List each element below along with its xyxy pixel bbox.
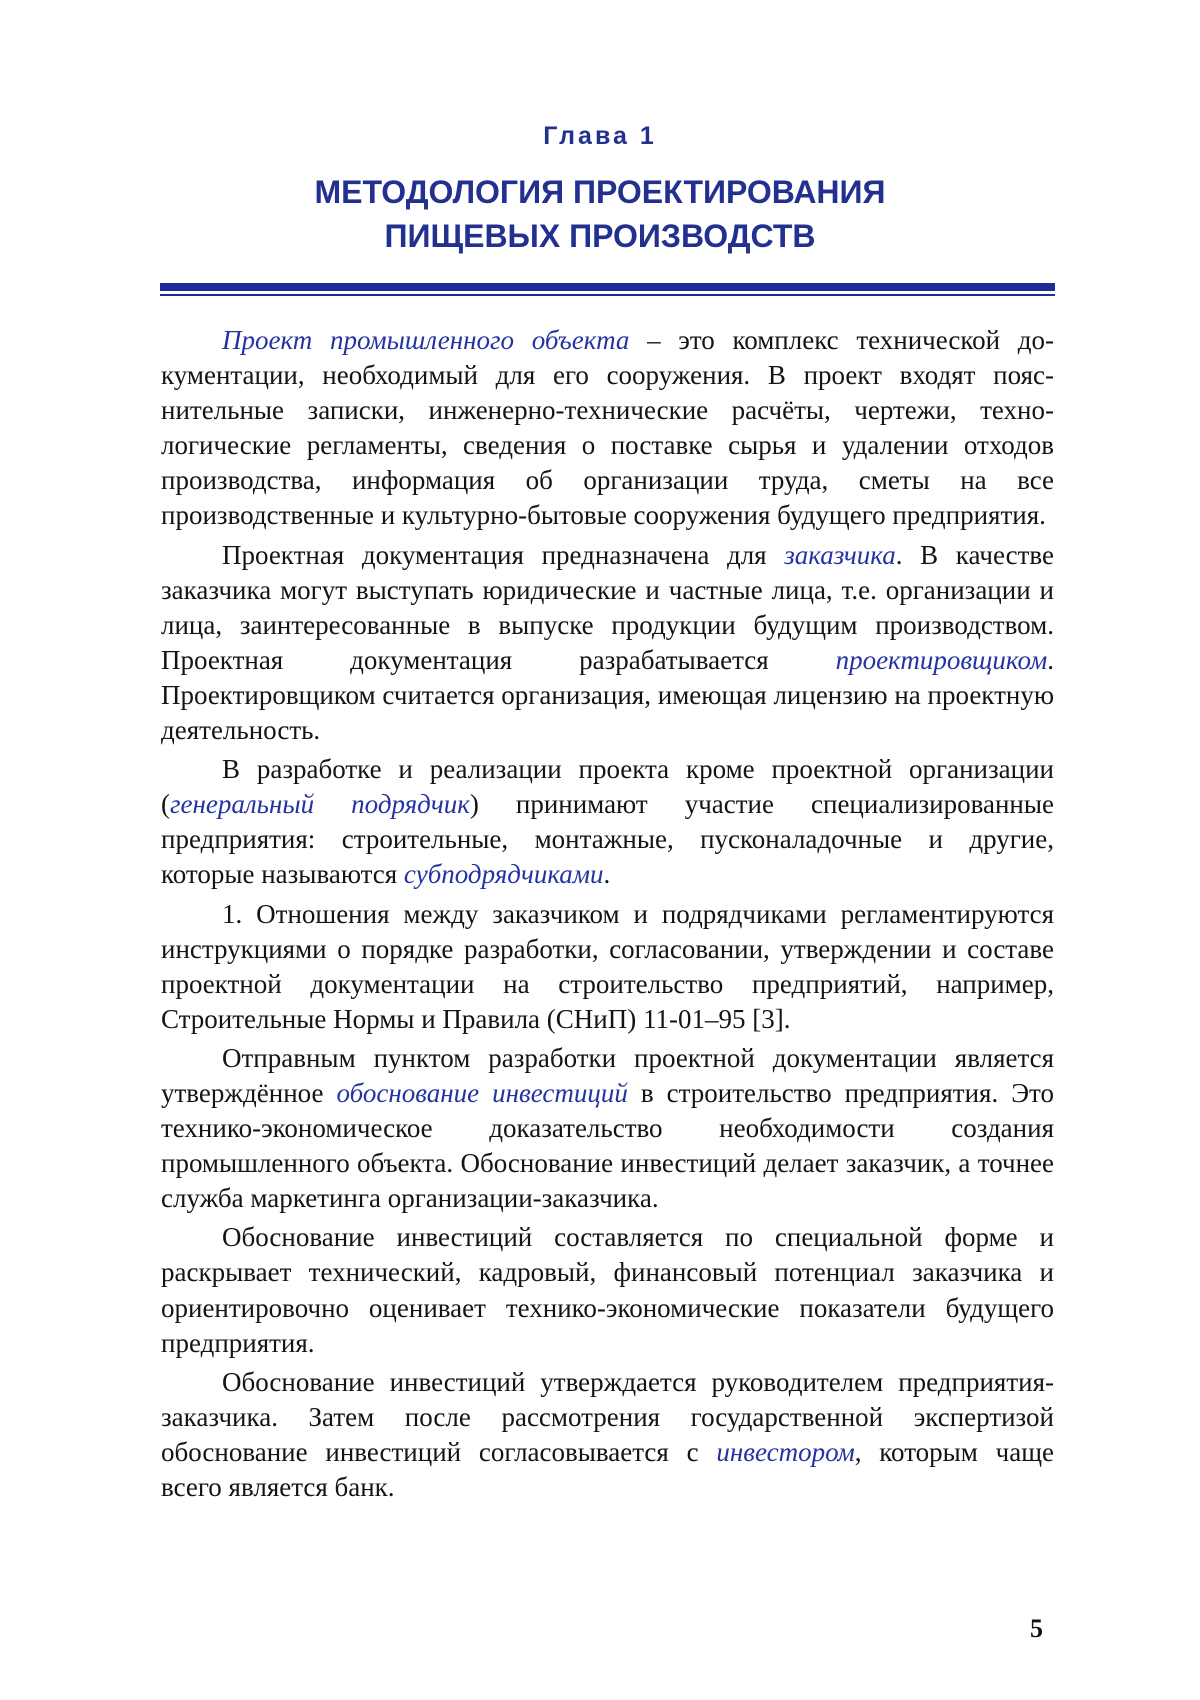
term-subcontractors: субподрядчиками	[403, 859, 604, 890]
paragraph-approval	[161, 1365, 1054, 1505]
paragraph-investment-justification	[161, 1041, 1054, 1216]
term-investor: инвестором	[716, 1436, 855, 1467]
paragraph-text: Проектная документация предназначена для	[222, 539, 785, 570]
term-investment-justification: обоснование инвестиций	[336, 1077, 628, 1108]
paragraph-contractors	[161, 752, 1054, 892]
paragraph-text: – это комплекс технической документации, необходимый для его сооружения. В проект входят пояснительные записки, инженерно-технические расчёты, чертежи, технологические регламенты, сведения о поставке сырья и удалении отходов производства, информация об организации труда, сметы на все производственные и культурно-бытовые сооружения будущего предприятия.	[161, 325, 1054, 531]
title-divider-thick	[160, 283, 1055, 291]
chapter-title	[0, 170, 1200, 258]
paragraph-justification-form	[161, 1220, 1054, 1360]
term-designer: проектировщиком	[835, 644, 1048, 675]
paragraph-text: В разработке и реализации проекта кроме проектной организации (	[161, 754, 1054, 820]
chapter-title-line-1: МЕТОДОЛОГИЯ ПРОЕКТИРОВАНИЯ	[314, 174, 886, 210]
term-general-contractor: генеральный подрядчик	[170, 789, 470, 820]
paragraph-text: Отправным пунктом разработки проектной документации является утверждённое	[161, 1042, 1054, 1108]
page-number: 5	[1030, 1614, 1043, 1643]
paragraph-text: . В качестве заказчика могут выступать юридические и частные лица, т.е. организации и лица, заинтересованные в выпуске продукции будущим производством. Проектная документация разрабатывается	[161, 539, 1054, 675]
title-divider-thin	[160, 294, 1055, 296]
paragraph-regulations	[161, 897, 1054, 1037]
paragraph-text: . Проектировщиком считается организация, имеющая лицензию на проектную деятельность.	[161, 644, 1054, 746]
paragraph-text: Обоснование инвестиций составляется по специальной форме и раскрывает технический, кадровый, финансовый потенциал заказчика и ориентировочно оценивает технико-экономические показатели будущего предприятия.	[161, 1222, 1054, 1358]
term-customer: заказчика	[784, 539, 896, 570]
chapter-label: Глава 1	[543, 122, 657, 150]
paragraph-text: 1. Отношения между заказчиком и подрядчиками регламентируются инструкциями о порядке разработки, согласовании, утверждении и составе проектной документации на строительство предприятий, например, Строительные Нормы и Правила (СНиП) 11-01–95 [3].	[161, 898, 1054, 1034]
paragraph-text: .	[603, 859, 611, 890]
paragraph-text: ) принимают участие специализированные предприятия: строительные, монтажные, пусконаладочные и другие, которые называются	[161, 789, 1054, 890]
paragraph-project-definition	[161, 323, 1054, 534]
term-industrial-project: Проект промышленного объекта	[222, 325, 630, 355]
body-text	[161, 323, 1054, 1505]
paragraph-text: в строительство предприятия. Это технико-экономическое доказательство необходимости создания промышленного объекта. Обоснование инвестиций делает заказчик, а точнее служба маркетинга организации-заказчика.	[161, 1077, 1054, 1214]
paragraph-customer	[161, 538, 1054, 749]
paragraph-text: Обоснование инвестиций утверждается руководителем предприятия-заказчика. Затем после рассмотрения государственной экспертизой обоснование инвестиций согласовывается с	[161, 1366, 1054, 1467]
paragraph-text: , которым чаще всего является банк.	[161, 1436, 1054, 1502]
chapter-title-line-2: ПИЩЕВЫХ ПРОИЗВОДСТВ	[384, 218, 816, 254]
